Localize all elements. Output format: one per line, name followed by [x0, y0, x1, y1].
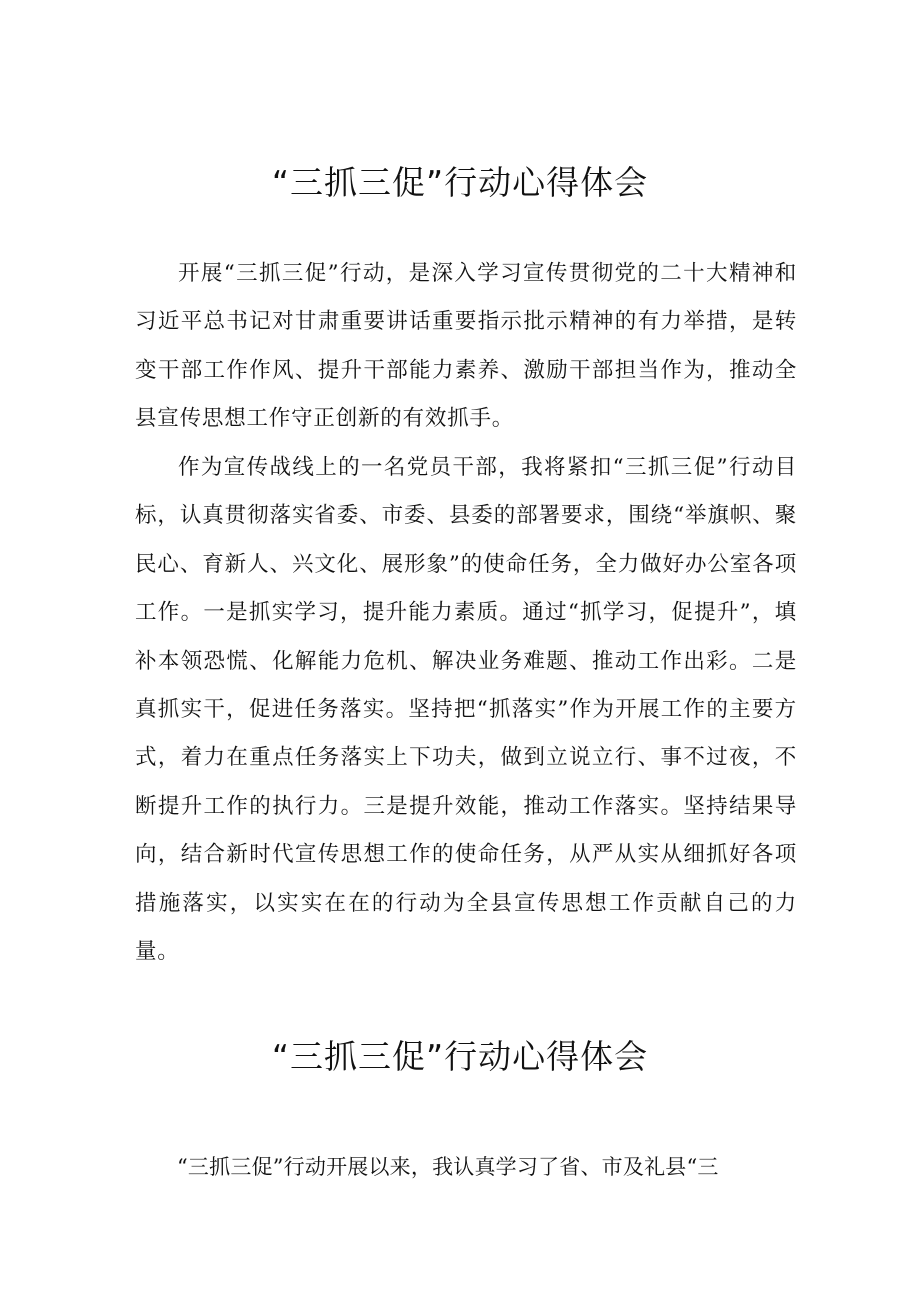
article-paragraph: 开展“三抓三促”行动，是深入学习宣传贯彻党的二十大精神和习近平总书记对甘肃重要讲话重要指示批示精神的有力举措，是转变干部工作作风、提升干部能力素养、激励干部担当作为，推动全县宣传思想工作守正创新的有效抓手。: [135, 261, 797, 432]
article-title: “三抓三促”行动心得体会: [271, 163, 649, 202]
article-title: “三抓三促”行动心得体会: [271, 1037, 649, 1076]
article-paragraph: 作为宣传战线上的一名党员干部，我将紧扣“三抓三促”行动目标，认真贯彻落实省委、市委、县委的部署要求，围绕“举旗帜、聚民心、育新人、兴文化、展形象”的使命任务，全力做好办公室各项工作。一是抓实学习，提升能力素质。通过“抓学习，促提升”，填补本领恐慌、化解能力危机、解决业务难题、推动工作出彩。二是真抓实干，促进任务落实。坚持把“抓落实”作为开展工作的主要方式，着力在重点任务落实上下功夫，做到立说立行、事不过夜，不断提升工作的执行力。三是提升效能，推动工作落实。坚持结果导向，结合新时代宣传思想工作的使命任务，从严从实从细抓好各项措施落实，以实实在在的行动为全县宣传思想工作贡献自己的力量。: [135, 455, 797, 965]
article-paragraph: “三抓三促”行动开展以来，我认真学习了省、市及礼县“三: [177, 1155, 719, 1179]
